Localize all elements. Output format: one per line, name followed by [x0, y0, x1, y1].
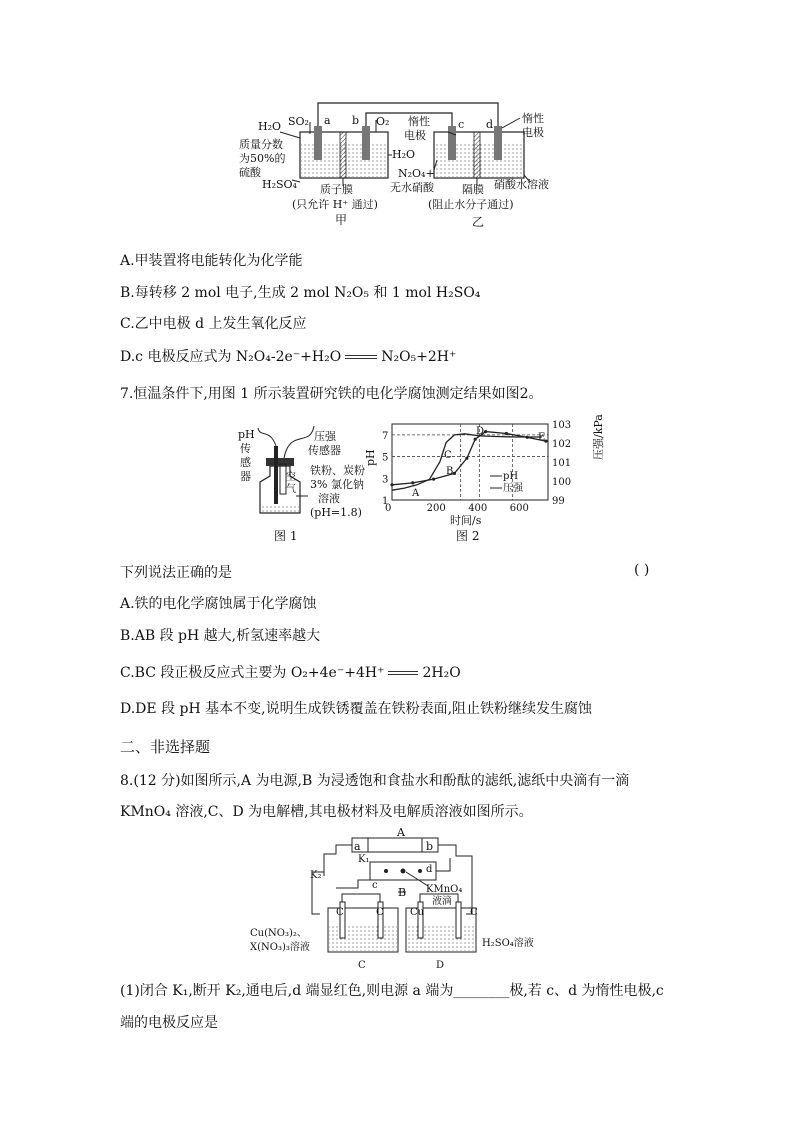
ph-sensor-2: 传 [240, 442, 251, 455]
q7-option-d: D.DE 段 pH 基本不变,说明生成铁锈覆盖在铁粉表面,阻止铁粉继续发生腐蚀 [120, 701, 593, 717]
separator-membrane [474, 132, 480, 178]
q7-stem: 7.恒温条件下,用图 1 所示装置研究铁的电化学腐蚀测定结果如图2。 [120, 386, 543, 402]
inert-electrode-2b: 电极 [522, 126, 544, 139]
legend-pressure: 压强 [503, 483, 523, 494]
air-label-2: 气 [286, 484, 296, 495]
figure-2-caption: 图 2 [456, 529, 480, 543]
label-A: A [397, 826, 405, 839]
pressure-point [484, 430, 487, 433]
solution-label-2: 3% 氯化钠 [310, 478, 364, 491]
jia-label: 甲 [335, 213, 348, 227]
q8-sub1-line-2: 端的电极反应是 [120, 1015, 218, 1031]
q7-option-c-right: 2H₂O [422, 665, 461, 681]
proton-note: (只允许 H⁺ 通过) [292, 198, 378, 211]
label-c: c [458, 118, 465, 131]
solution-label-3: 溶液 [318, 492, 340, 505]
pressure-curve [392, 432, 546, 485]
label-a: a [324, 114, 331, 127]
q7-option-c [120, 662, 461, 682]
pressure-sensor-1: 压强 [314, 430, 336, 443]
label-K2: K₂ [310, 870, 322, 881]
electrode-b [362, 126, 370, 160]
q6-option-d [120, 346, 456, 366]
ph-tick-label: 3 [382, 474, 389, 486]
x-tick-label: 600 [509, 503, 529, 514]
pressure-tick-label: 102 [552, 439, 572, 450]
q8-line-2: KMnO₄ 溶液,C、D 为电解槽,其电极材料及电解质溶液如图所示。 [120, 804, 533, 820]
point-b: B [446, 466, 454, 477]
o2-label: O₂ [376, 115, 390, 128]
pressure-point [474, 438, 477, 441]
point-e: E [538, 432, 546, 443]
inert-electrode-2a: 惰性 [522, 112, 544, 125]
ph-sensor-3: 感 [240, 456, 251, 469]
proton-membrane [340, 132, 346, 178]
pressure-sensor-2: 传感器 [308, 444, 341, 457]
pressure-tick-label: 100 [552, 477, 572, 488]
pressure-point [411, 481, 414, 484]
pressure-tick-label: 99 [552, 496, 565, 507]
kmno4-label-1: KMnO₄ [426, 884, 463, 895]
ph-probe [274, 446, 278, 504]
point-d: D [476, 426, 485, 437]
q7-option-a: A.铁的电化学腐蚀属于化学腐蚀 [120, 596, 317, 612]
point-c: C [444, 450, 452, 461]
acid-label-2: 为50%的 [239, 152, 286, 165]
label-d: d [486, 118, 494, 131]
electrode-c [448, 126, 456, 160]
section-title: 二、非选择题 [120, 738, 211, 756]
electrode-a [314, 126, 322, 160]
label-d: d [426, 864, 433, 875]
electrolysis-figure [0, 0, 794, 240]
h2so4-label: H₂SO₄溶液 [482, 938, 534, 949]
solution-c-label-2: X(NO₃)₃溶液 [250, 942, 310, 953]
q6-option-b: B.每转移 2 mol 电子,生成 2 mol N₂O₅ 和 1 mol H₂SO₄ [120, 285, 481, 301]
solution-label-1: 铁粉、炭粉 [310, 464, 365, 477]
equals-sign [388, 671, 418, 675]
label-c: c [372, 880, 378, 891]
n2o4-label: N₂O₄+ [398, 167, 435, 180]
label-a: a [354, 840, 361, 853]
ph-curve [392, 434, 542, 490]
label-b: b [352, 114, 360, 127]
q7-option-c-left: C.BC 段正极反应式主要为 O₂+4e⁻+4H⁺ [120, 665, 385, 681]
ph-tick-label: 7 [382, 430, 389, 442]
q8-sub1-line-1: (1)闭合 K₁,断开 K₂,通电后,d 端显红色,则电源 a 端为________极,若 c、d 为惰性电极,c [120, 983, 664, 999]
label-b: b [426, 840, 434, 853]
x-tick-label: 200 [426, 503, 446, 514]
inert-electrode-1a: 惰性 [408, 115, 430, 128]
legend-ph: pH [503, 471, 519, 482]
pressure-tick-label: 101 [552, 458, 572, 469]
tank-c-label: C [358, 960, 366, 971]
electrode-c1: C [336, 907, 344, 918]
q8-line-1: 8.(12 分)如图所示,A 为电源,B 为浸透饱和食盐水和酚酞的滤纸,滤纸中央滴有一滴 [120, 773, 630, 789]
q8-figure [240, 822, 560, 972]
figure-1-caption: 图 1 [274, 529, 298, 543]
q6-option-c: C.乙中电极 d 上发生氧化反应 [120, 316, 307, 332]
tank-d-label: D [436, 960, 445, 971]
q6-option-a: A.甲装置将电能转化为化学能 [120, 253, 303, 269]
electrode-cu: Cu [410, 907, 425, 918]
pressure-point [465, 457, 468, 460]
h2so4-out-label: H₂SO₄ [262, 178, 297, 191]
x-tick-label: 0 [385, 503, 392, 514]
y-axis-label-right: 压强/kPa [592, 414, 605, 460]
h2o-in-label: H₂O [258, 120, 282, 133]
electrode-c2: C [376, 907, 384, 918]
electrode-d [494, 126, 502, 160]
separator-note: (阻止水分子通过) [428, 198, 514, 211]
q6-option-d-left: D.c 电极反应式为 N₂O₄-2e⁻+H₂O [120, 349, 342, 365]
q7-option-b: B.AB 段 pH 越大,析氢速率越大 [120, 628, 321, 644]
nitric-aq-label: 硝酸水溶液 [494, 178, 549, 191]
ph-sensor-4: 器 [240, 470, 251, 483]
acid-label-1: 质量分数 [239, 138, 283, 151]
y-axis-label-left: pH [364, 449, 377, 466]
ph-tick-label: 1 [382, 496, 389, 507]
yi-label: 乙 [472, 215, 485, 229]
pressure-point [505, 432, 508, 435]
so2-label: SO₂ [288, 115, 309, 128]
q7-question: 下列说法正确的是 [120, 565, 232, 581]
figure-2-chart [360, 412, 605, 543]
pressure-point [526, 436, 529, 439]
h2o-out-label: H₂O [392, 148, 416, 161]
solution-c-label-1: Cu(NO₃)₂、 [250, 928, 307, 939]
pressure-point [432, 478, 435, 481]
x-axis-label: 时间/s [450, 514, 482, 527]
label-B: B [398, 886, 407, 899]
ph-tick-label: 5 [382, 452, 389, 464]
solution-label-4: (pH=1.8) [310, 506, 362, 519]
x-tick-label: 400 [468, 503, 488, 514]
inert-electrode-1b: 电极 [404, 129, 426, 142]
ph-sensor-1: pH [238, 428, 255, 441]
kmno4-label-2: 液滴 [432, 896, 452, 907]
pressure-tick-label: 103 [552, 420, 572, 431]
air-label-1: 空 [286, 472, 296, 483]
equals-sign [345, 355, 377, 359]
proton-membrane-label: 质子膜 [320, 183, 353, 196]
acid-label-3: 硫酸 [239, 166, 261, 179]
answer-paren: ( ) [634, 562, 650, 578]
electrode-c3: C [470, 907, 478, 918]
label-K1: K₁ [358, 854, 370, 865]
separator-label: 隔膜 [462, 183, 484, 196]
pressure-point [390, 483, 393, 486]
anhydrous-nitric-label: 无水硝酸 [390, 181, 434, 194]
point-a: A [412, 488, 420, 499]
q6-option-d-right: N₂O₅+2H⁺ [381, 349, 457, 365]
